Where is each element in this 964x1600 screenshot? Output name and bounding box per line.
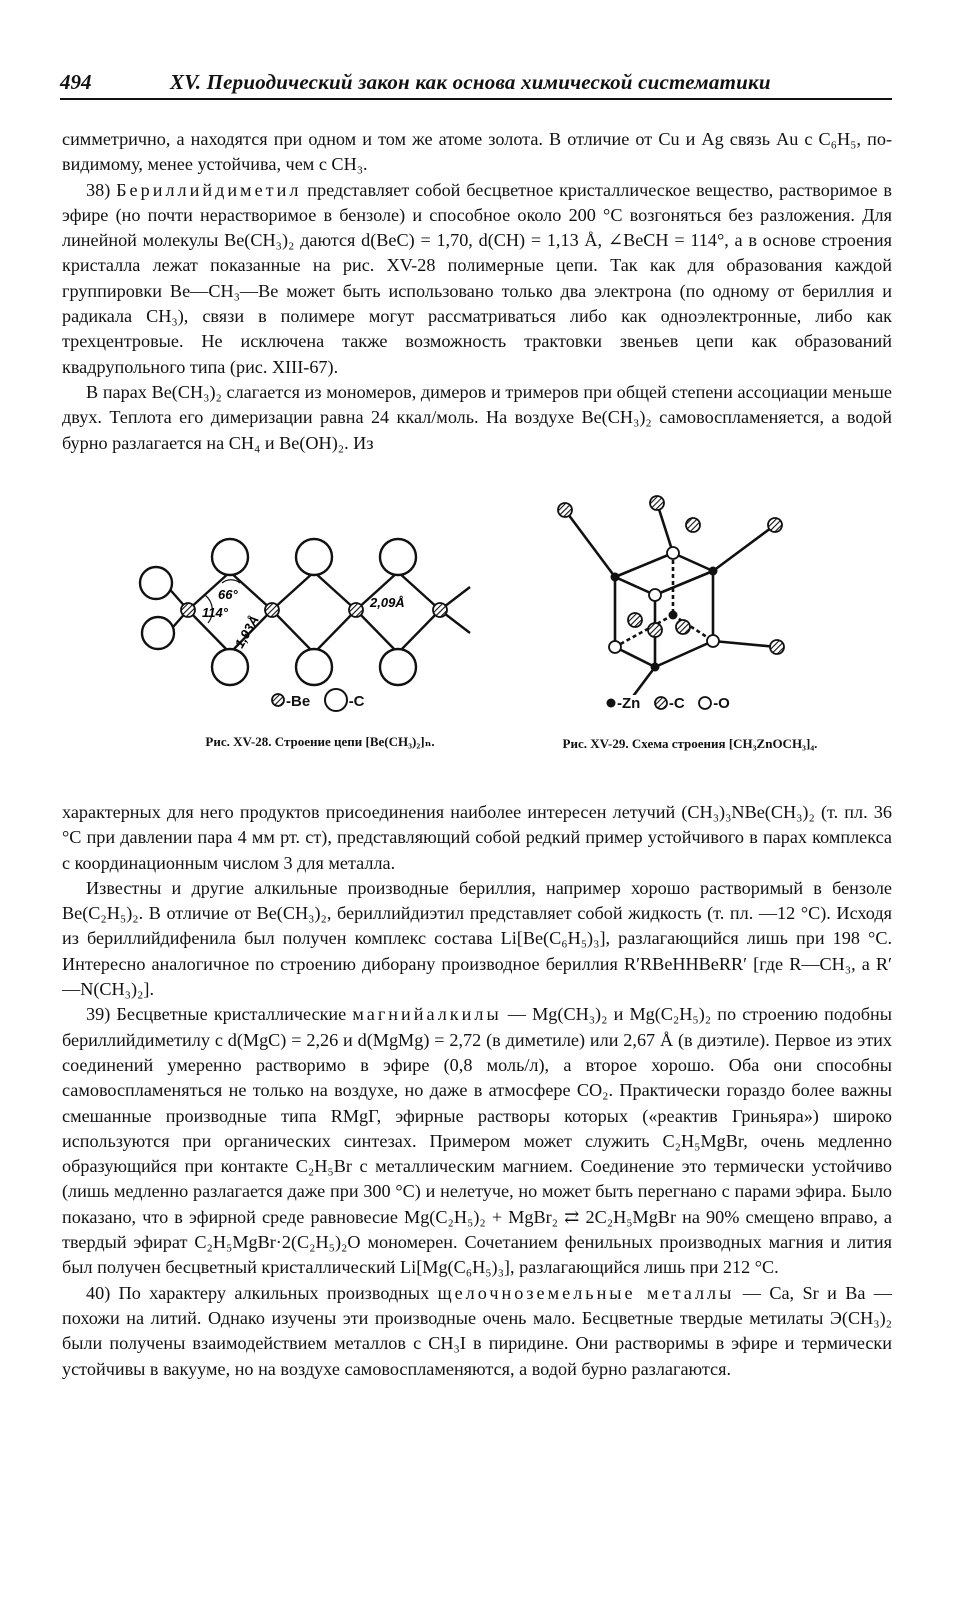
legend	[270, 687, 365, 713]
beryllium-atom	[181, 603, 195, 617]
paragraph	[62, 127, 892, 178]
carbon-atom	[558, 503, 572, 517]
term-spaced: Бериллийдиметил	[116, 179, 302, 200]
paragraph-lead: 40) По характеру алкильных производных	[86, 1282, 438, 1303]
zinc-legend-icon	[605, 697, 617, 709]
oxygen-atom	[649, 589, 661, 601]
figure-caption: Рис. XV-28. Строение цепи [Be(CH₃)₂]ₙ.	[205, 734, 435, 749]
paragraph	[62, 178, 892, 380]
carbon-atom	[296, 539, 332, 575]
running-title: XV. Периодический закон как основа химической систематики	[170, 70, 771, 94]
paragraph-text: В парах Be(CH₃)₂ слагается из мономеров, димеров и тримеров при общей степени ассоциации меньше двух. Теплота его димеризации равна 24 ккал/моль. На воздухе Be(CH₃)₂ самовоспламеняется, а водой бурно разлагается на CH₄ и Be(OH)₂. Из	[62, 381, 892, 453]
bond-length-label: 2,09Å	[370, 595, 405, 610]
carbon-legend-icon	[653, 695, 669, 711]
angle-label: 66°	[218, 587, 238, 602]
paragraph-lead: 38)	[86, 179, 117, 200]
zinc-atom	[651, 663, 660, 672]
carbon-atom	[770, 640, 784, 654]
carbon-atom	[648, 623, 662, 637]
legend-label: -Be	[286, 693, 311, 710]
carbon-atom	[650, 496, 664, 510]
paragraph	[62, 876, 892, 1002]
carbon-atom	[686, 518, 700, 532]
carbon-atom	[676, 620, 690, 634]
paragraph-text: — Ca, Sr и Ba — похожи на литий. Однако изучены эти производные очень мало. Бесцветные твердые метилаты Э(CH₃)₂ были получены взаимодействием металлов с CH₃I в пиридине. Они растворимы в эфире и термически устойчивы в вакууме, но на воздухе самовоспламеняются, а водой бурно разлагаются.	[62, 1282, 892, 1379]
zinc-atom	[669, 611, 678, 620]
term-spaced: щелочноземельные металлы	[437, 1282, 735, 1303]
paragraph-text: симметрично, а находятся при одном и том же атоме золота. В отличие от Cu и Ag связь Au с C₆H₅, по-видимому, менее устойчива, чем с CH₃.	[62, 129, 892, 175]
paragraph-text: — Mg(CH₃)₂ и Mg(C₂H₅)₂ по строению подобны бериллийдиметилу с d(MgC) = 2,26 и d(MgMg) = 2,72 (в диметиле) или 2,67 Å (в диэтиле). Первое из этих соединений умеренно растворимо в эфире (0,8 моль/л), а второе хорошо. Оба они способны самовоспламеняться не только на воздухе, но даже в атмосфере CO₂. Практически гораздо более важны смешанные производные типа RMgГ, эфирные растворы которых («реактив Гриньяра») широко используются при органических синтезах. Примером может служить C₂H₅MgBr, очень медленно образующийся при контакте C₂H₅Br с металлическим магнием. Соединение это термически устойчиво (лишь медленно разлагается даже при 300 °С) и нелетуче, но может быть перегнано с парами эфира. Было показано, что в эфирной среде равновесие Mg(C₂H₅)₂ + MgBr₂ ⇄ 2C₂H₅MgBr на 90% смещено вправо, а твердый эфират C₂H₅MgBr·2(C₂H₅)₂O мономерен. Сочетанием фенильных производных магния и лития был получен бесцветный кристаллический Li[Mg(C₆H₅)₃], разлагающийся лишь при 212 °С.	[62, 1004, 892, 1278]
paragraph	[62, 380, 892, 456]
figure-caption: Рис. XV-29. Схема строения [CH₃ZnOCH₃]₄.	[562, 736, 818, 751]
zinc-atom	[611, 573, 620, 582]
page-number: 494	[60, 70, 92, 94]
figure-zinc-cube	[545, 495, 835, 775]
oxygen-legend-icon	[697, 695, 713, 711]
paragraph	[62, 1281, 892, 1382]
cube-diagram	[545, 495, 835, 695]
paragraph-text: Известны и другие алкильные производные бериллия, например хорошо растворимый в бензоле Be(C₂H₅)₂. В отличие от Be(CH₃)₂, бериллийдиэтил представляет собой жидкость (т. пл. —12 °С). Исходя из бериллийдифенила был получен комплекс состава Li[Be(C₆H₅)₃], разлагающийся лишь при 198 °С. Интересно аналогичное по строению диборану производное бериллия R′RBeHHBeRR′ [где R—CH₃, а R′—N(CH₃)₂].	[62, 877, 892, 1000]
paragraph-text: характерных для него продуктов присоединения наиболее интересен летучий (CH₃)₃NBe(CH₃)₂ (т. пл. 36 °С при давлении пара 4 мм рт. ст), представляющий собой редкий пример устойчивого в парах комплекса с координационным числом 3 для металла.	[62, 802, 892, 873]
carbon-legend-icon	[323, 687, 349, 713]
carbon-atom	[296, 649, 332, 685]
legend-label: -O	[713, 695, 730, 712]
carbon-atom	[380, 539, 416, 575]
beryllium-atom	[265, 603, 279, 617]
legend-label: -Zn	[617, 695, 641, 712]
oxygen-atom	[707, 635, 719, 647]
carbon-atom	[628, 613, 642, 627]
paragraph	[62, 1002, 892, 1280]
legend	[605, 695, 730, 712]
zinc-atom	[709, 567, 718, 576]
carbon-atom	[212, 649, 248, 685]
beryllium-atom	[349, 603, 363, 617]
legend-label: -C	[668, 695, 685, 712]
oxygen-atom	[609, 641, 621, 653]
page-header	[60, 66, 892, 100]
beryllium-atom	[433, 603, 447, 617]
paragraph-lead: 39) Бесцветные кристаллические	[86, 1004, 353, 1025]
text-block-top	[62, 127, 892, 456]
figure-beryllium-chain	[130, 525, 510, 765]
carbon-atom	[380, 649, 416, 685]
carbon-atom	[140, 567, 172, 599]
paragraph	[62, 800, 892, 876]
paragraph-text: представляет собой бесцветное кристаллическое вещество, растворимое в эфире (но почти нерастворимое в бензоле) и способное около 200 °С возгоняться без разложения. Для линейной молекулы Be(CH₃)₂ даются d(BeC) = 1,70, d(CH) = 1,13 Å, ∠BeCH = 114°, а в основе строения кристалла лежат показанные на рис. XV-28 полимерные цепи. Так как для образования каждой группировки Be—CH₃—Be может быть использовано только два электрона (по одному от бериллия и радикала CH₃), связи в полимере могут рассматриваться либо как одноэлектронные, либо как трехцентровые. Не исключена также возможность трактовки звеньев цепи как образований квадрупольного типа (рис. XIII-67).	[62, 179, 892, 377]
oxygen-atom	[667, 547, 679, 559]
angle-label: 114°	[202, 605, 228, 620]
legend-label: -C	[348, 693, 365, 710]
text-block-bottom	[62, 800, 892, 1382]
carbon-atom	[768, 518, 782, 532]
carbon-atom	[142, 617, 174, 649]
beryllium-legend-icon	[270, 692, 286, 708]
term-spaced: магнийалкилы	[352, 1004, 502, 1025]
bond-length-label: 1,93Å	[231, 612, 262, 651]
carbon-atom	[212, 539, 248, 575]
